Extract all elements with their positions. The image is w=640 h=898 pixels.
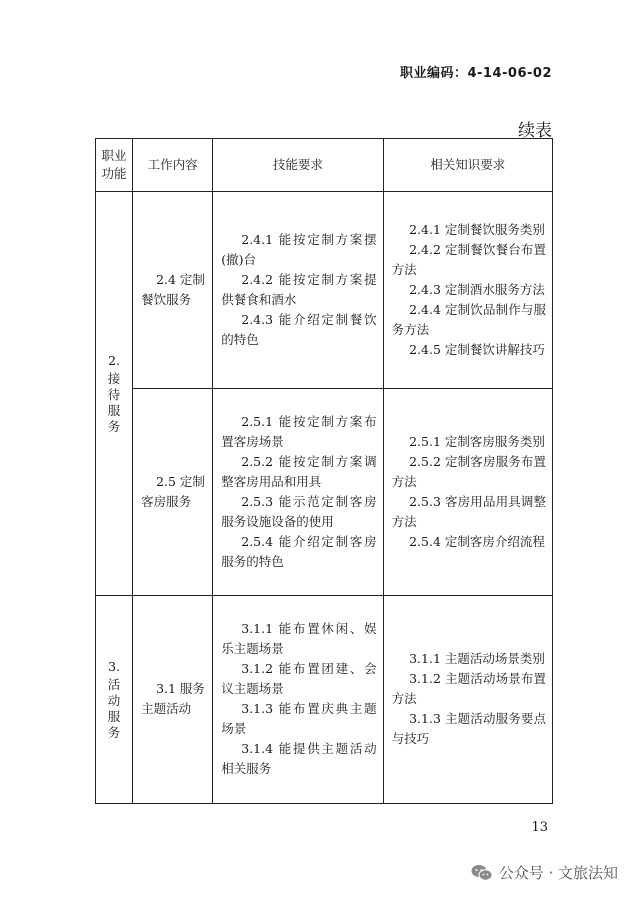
- knowledge-cell: [383, 595, 552, 803]
- knowledge-item: 3.1.3 主题活动服务要点与技巧: [391, 711, 546, 747]
- function-cell: [96, 595, 133, 803]
- knowledge-item: 2.4.5 定制餐饮讲解技巧: [409, 342, 545, 358]
- header-skills: 技能要求: [213, 139, 383, 192]
- header-knowledge: 相关知识要求: [383, 139, 552, 192]
- work-content-cell: [133, 595, 213, 803]
- table-row: [96, 595, 553, 803]
- knowledge-item: 3.1.1 主题活动场景类别: [409, 651, 545, 667]
- watermark: [471, 862, 618, 883]
- work-content-text: 2.4 定制餐饮服务: [141, 272, 205, 308]
- work-content-cell: [133, 389, 213, 595]
- function-name: 接待服务: [107, 371, 121, 435]
- function-number: 2.: [108, 353, 120, 369]
- skill-item: 2.5.1 能按定制方案布置客房场景: [221, 413, 377, 449]
- skill-item: 2.4.2 能按定制方案提供餐食和酒水: [221, 272, 377, 308]
- header-function-label: 职业 功能: [101, 147, 127, 181]
- skill-item: 2.4.1 能按定制方案摆(撤)台: [221, 232, 377, 268]
- skill-item: 3.1.2 能布置团建、会议主题场景: [221, 661, 377, 697]
- header-work-content: 工作内容: [133, 139, 213, 192]
- function-number: 3.: [108, 659, 120, 675]
- skill-item: 2.4.3 能介绍定制餐饮的特色: [221, 312, 377, 348]
- skills-cell: [213, 595, 383, 803]
- skill-item: 3.1.3 能布置庆典主题场景: [221, 701, 377, 737]
- skills-table: [95, 138, 553, 804]
- knowledge-item: 2.4.2 定制餐饮餐台布置方法: [391, 242, 546, 278]
- occupation-code: 职业编码：4-14-06-02: [399, 66, 552, 81]
- wechat-icon: [471, 864, 493, 882]
- table-row: [96, 389, 553, 595]
- knowledge-item: 2.4.4 定制饮品制作与服务方法: [391, 302, 546, 338]
- function-cell: [96, 192, 133, 596]
- skill-item: 2.5.3 能示范定制客房服务设施设备的使用: [221, 493, 377, 529]
- table-row: [96, 192, 553, 389]
- work-content-text: 3.1 服务主题活动: [141, 681, 205, 717]
- watermark-text: 公众号 · 文旅法知: [498, 864, 618, 882]
- work-content-cell: [133, 192, 213, 389]
- knowledge-item: 2.5.4 定制客房介绍流程: [409, 533, 545, 549]
- knowledge-item: 2.4.1 定制餐饮服务类别: [409, 222, 545, 238]
- knowledge-item: 2.4.3 定制酒水服务方法: [409, 282, 545, 298]
- table-body: [96, 192, 553, 804]
- knowledge-cell: [383, 192, 552, 389]
- skill-item: 3.1.4 能提供主题活动相关服务: [221, 741, 377, 777]
- knowledge-item: 2.5.2 定制客房服务布置方法: [391, 453, 546, 489]
- work-content-text: 2.5 定制客房服务: [141, 473, 205, 509]
- continued-label: 续表: [518, 121, 552, 141]
- table-header-row: [96, 139, 553, 192]
- knowledge-item: 2.5.3 客房用品用具调整方法: [391, 493, 546, 529]
- skill-item: 3.1.1 能布置休闲、娱乐主题场景: [221, 621, 377, 657]
- skills-cell: [213, 192, 383, 389]
- skill-item: 2.5.2 能按定制方案调整客房用品和用具: [221, 453, 377, 489]
- knowledge-item: 2.5.1 定制客房服务类别: [409, 433, 545, 449]
- page-number: 13: [531, 820, 548, 835]
- knowledge-item: 3.1.2 主题活动场景布置方法: [391, 671, 546, 707]
- skill-item: 2.5.4 能介绍定制客房服务的特色: [221, 533, 377, 569]
- header-function: [96, 139, 133, 192]
- knowledge-cell: [383, 389, 552, 595]
- skills-cell: [213, 389, 383, 595]
- function-name: 活动服务: [107, 677, 121, 741]
